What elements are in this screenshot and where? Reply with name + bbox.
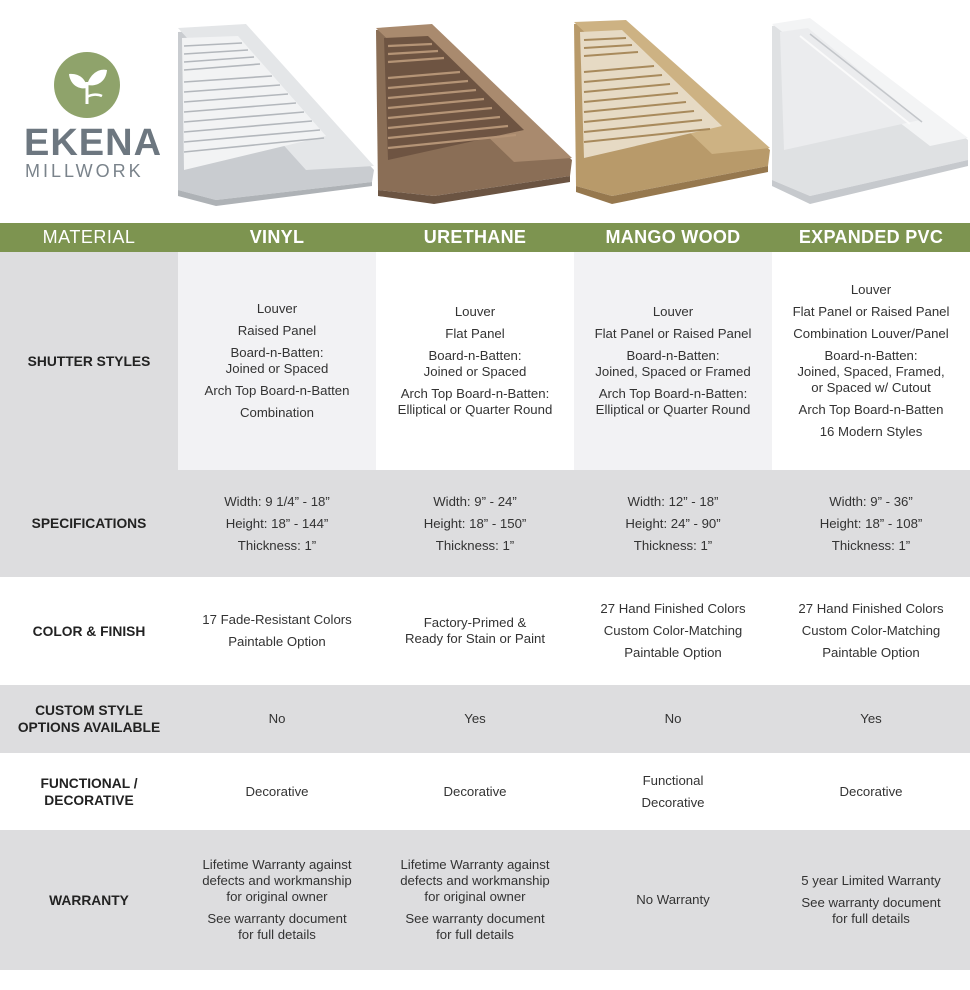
cell-text: Width: 9” - 24” <box>433 493 517 509</box>
cell-vinyl <box>178 753 376 830</box>
cell-text: No <box>268 711 286 726</box>
cell-text: Lifetime Warranty against defects and workmanship for original owner <box>202 857 352 904</box>
cell-text: Board-n-Batten: Joined, Spaced, Framed, or Spaced w/ Cutout <box>797 348 945 395</box>
cell-text: Flat Panel or Raised Panel <box>594 326 752 341</box>
cell-text: Yes <box>464 711 486 726</box>
cell-text: 17 Fade-Resistant Colors <box>202 612 352 627</box>
header-mango-wood: MANGO WOOD <box>605 227 741 247</box>
brand-subtitle: MILLWORK <box>25 161 144 181</box>
cell-text: See warranty document for full details <box>207 911 347 942</box>
cell-text: Decorative <box>641 794 705 810</box>
cell-text: Flat Panel <box>445 326 505 341</box>
cell-text: 27 Hand Finished Colors <box>798 601 944 616</box>
brand-logo <box>20 52 170 192</box>
row-label: SHUTTER STYLES <box>0 252 178 470</box>
header-expanded-pvc: EXPANDED PVC <box>798 227 944 247</box>
cell-text: Height: 24” - 90” <box>625 515 721 531</box>
cell-text: Flat Panel or Raised Panel <box>792 304 950 319</box>
expanded-pvc-shutter-image <box>770 10 970 210</box>
cell-text: See warranty document for full details <box>405 911 545 942</box>
cell-expanded-pvc <box>772 470 970 577</box>
cell-text: Height: 18” - 150” <box>423 515 527 531</box>
row-label: FUNCTIONAL / DECORATIVE <box>0 753 178 830</box>
table-body <box>0 252 970 970</box>
cell-text: Arch Top Board-n-Batten <box>798 402 944 417</box>
cell-urethane <box>376 252 574 470</box>
header-urethane: URETHANE <box>423 227 527 247</box>
cell-expanded-pvc <box>772 753 970 830</box>
table-row <box>0 252 970 470</box>
header-banner <box>0 0 970 223</box>
cell-text: Width: 12” - 18” <box>627 493 719 509</box>
cell-vinyl <box>178 830 376 970</box>
cell-text: 16 Modern Styles <box>819 424 923 439</box>
cell-urethane <box>376 830 574 970</box>
cell-text: Height: 18” - 108” <box>819 515 923 531</box>
cell-text: Raised Panel <box>237 323 317 338</box>
table-row <box>0 830 970 970</box>
cell-text: Louver <box>850 282 892 297</box>
cell-text: Board-n-Batten: Joined or Spaced <box>423 348 527 379</box>
cell-text: Factory-Primed & Ready for Stain or Paint <box>404 615 545 646</box>
cell-text: Functional <box>642 772 704 788</box>
cell-text: Louver <box>652 304 694 319</box>
mango-wood-shutter-image <box>572 10 772 210</box>
leaf-logo-icon <box>54 52 120 118</box>
cell-mango-wood <box>574 252 772 470</box>
table-row <box>0 753 970 830</box>
cell-expanded-pvc <box>772 685 970 753</box>
cell-vinyl <box>178 252 376 470</box>
brand-name: EKENA <box>24 122 163 164</box>
cell-text: Height: 18” - 144” <box>225 515 329 531</box>
cell-text: Paintable Option <box>624 645 722 660</box>
cell-vinyl <box>178 470 376 577</box>
cell-text: Lifetime Warranty against defects and workmanship for original owner <box>400 857 550 904</box>
cell-text: Louver <box>256 301 298 316</box>
cell-mango-wood <box>574 830 772 970</box>
cell-text: Thickness: 1” <box>237 537 317 553</box>
cell-text: 5 year Limited Warranty <box>801 873 941 888</box>
urethane-shutter-image <box>374 10 574 210</box>
cell-urethane <box>376 685 574 753</box>
cell-mango-wood <box>574 685 772 753</box>
cell-text: Paintable Option <box>228 634 326 649</box>
cell-text: Decorative <box>245 783 309 799</box>
cell-text: Board-n-Batten: Joined or Spaced <box>225 345 329 376</box>
cell-text: Decorative <box>443 783 507 799</box>
cell-text: Width: 9” - 36” <box>829 493 913 509</box>
row-label: WARRANTY <box>0 830 178 970</box>
table-row <box>0 577 970 685</box>
cell-text: Combination Louver/Panel <box>793 326 949 341</box>
cell-text: Thickness: 1” <box>435 537 515 553</box>
cell-text: Board-n-Batten: Joined, Spaced or Framed <box>595 348 751 379</box>
row-label: CUSTOM STYLE OPTIONS AVAILABLE <box>0 685 178 753</box>
row-label: COLOR & FINISH <box>0 577 178 685</box>
cell-text: Arch Top Board-n-Batten: Elliptical or Quarter Round <box>595 386 751 417</box>
cell-text: Yes <box>860 711 882 726</box>
cell-urethane <box>376 470 574 577</box>
cell-text: Paintable Option <box>822 645 920 660</box>
cell-text: Combination <box>239 405 315 420</box>
cell-text: Custom Color-Matching <box>801 623 941 638</box>
cell-text: Louver <box>454 304 496 319</box>
cell-expanded-pvc <box>772 830 970 970</box>
cell-expanded-pvc <box>772 252 970 470</box>
cell-text: Thickness: 1” <box>633 537 713 553</box>
cell-text: No <box>664 711 682 726</box>
table-row <box>0 685 970 753</box>
cell-text: Width: 9 1/4” - 18” <box>224 493 330 509</box>
cell-text: Decorative <box>839 783 903 799</box>
cell-text: Thickness: 1” <box>831 537 911 553</box>
header-material: MATERIAL <box>42 227 136 247</box>
header-vinyl: VINYL <box>249 227 305 247</box>
table-header-row <box>0 223 970 252</box>
cell-urethane <box>376 577 574 685</box>
cell-text: No Warranty <box>636 892 710 907</box>
cell-vinyl <box>178 577 376 685</box>
cell-text: 27 Hand Finished Colors <box>600 601 746 616</box>
cell-urethane <box>376 753 574 830</box>
cell-text: See warranty document for full details <box>801 895 941 926</box>
cell-mango-wood <box>574 470 772 577</box>
cell-mango-wood <box>574 753 772 830</box>
cell-text: Custom Color-Matching <box>603 623 743 638</box>
cell-mango-wood <box>574 577 772 685</box>
cell-text: Arch Top Board-n-Batten <box>204 383 350 398</box>
cell-vinyl <box>178 685 376 753</box>
cell-text: Arch Top Board-n-Batten: Elliptical or Quarter Round <box>397 386 553 417</box>
comparison-table <box>0 223 970 970</box>
vinyl-shutter-image <box>176 10 376 210</box>
cell-expanded-pvc <box>772 577 970 685</box>
row-label: SPECIFICATIONS <box>0 470 178 577</box>
table-row <box>0 470 970 577</box>
